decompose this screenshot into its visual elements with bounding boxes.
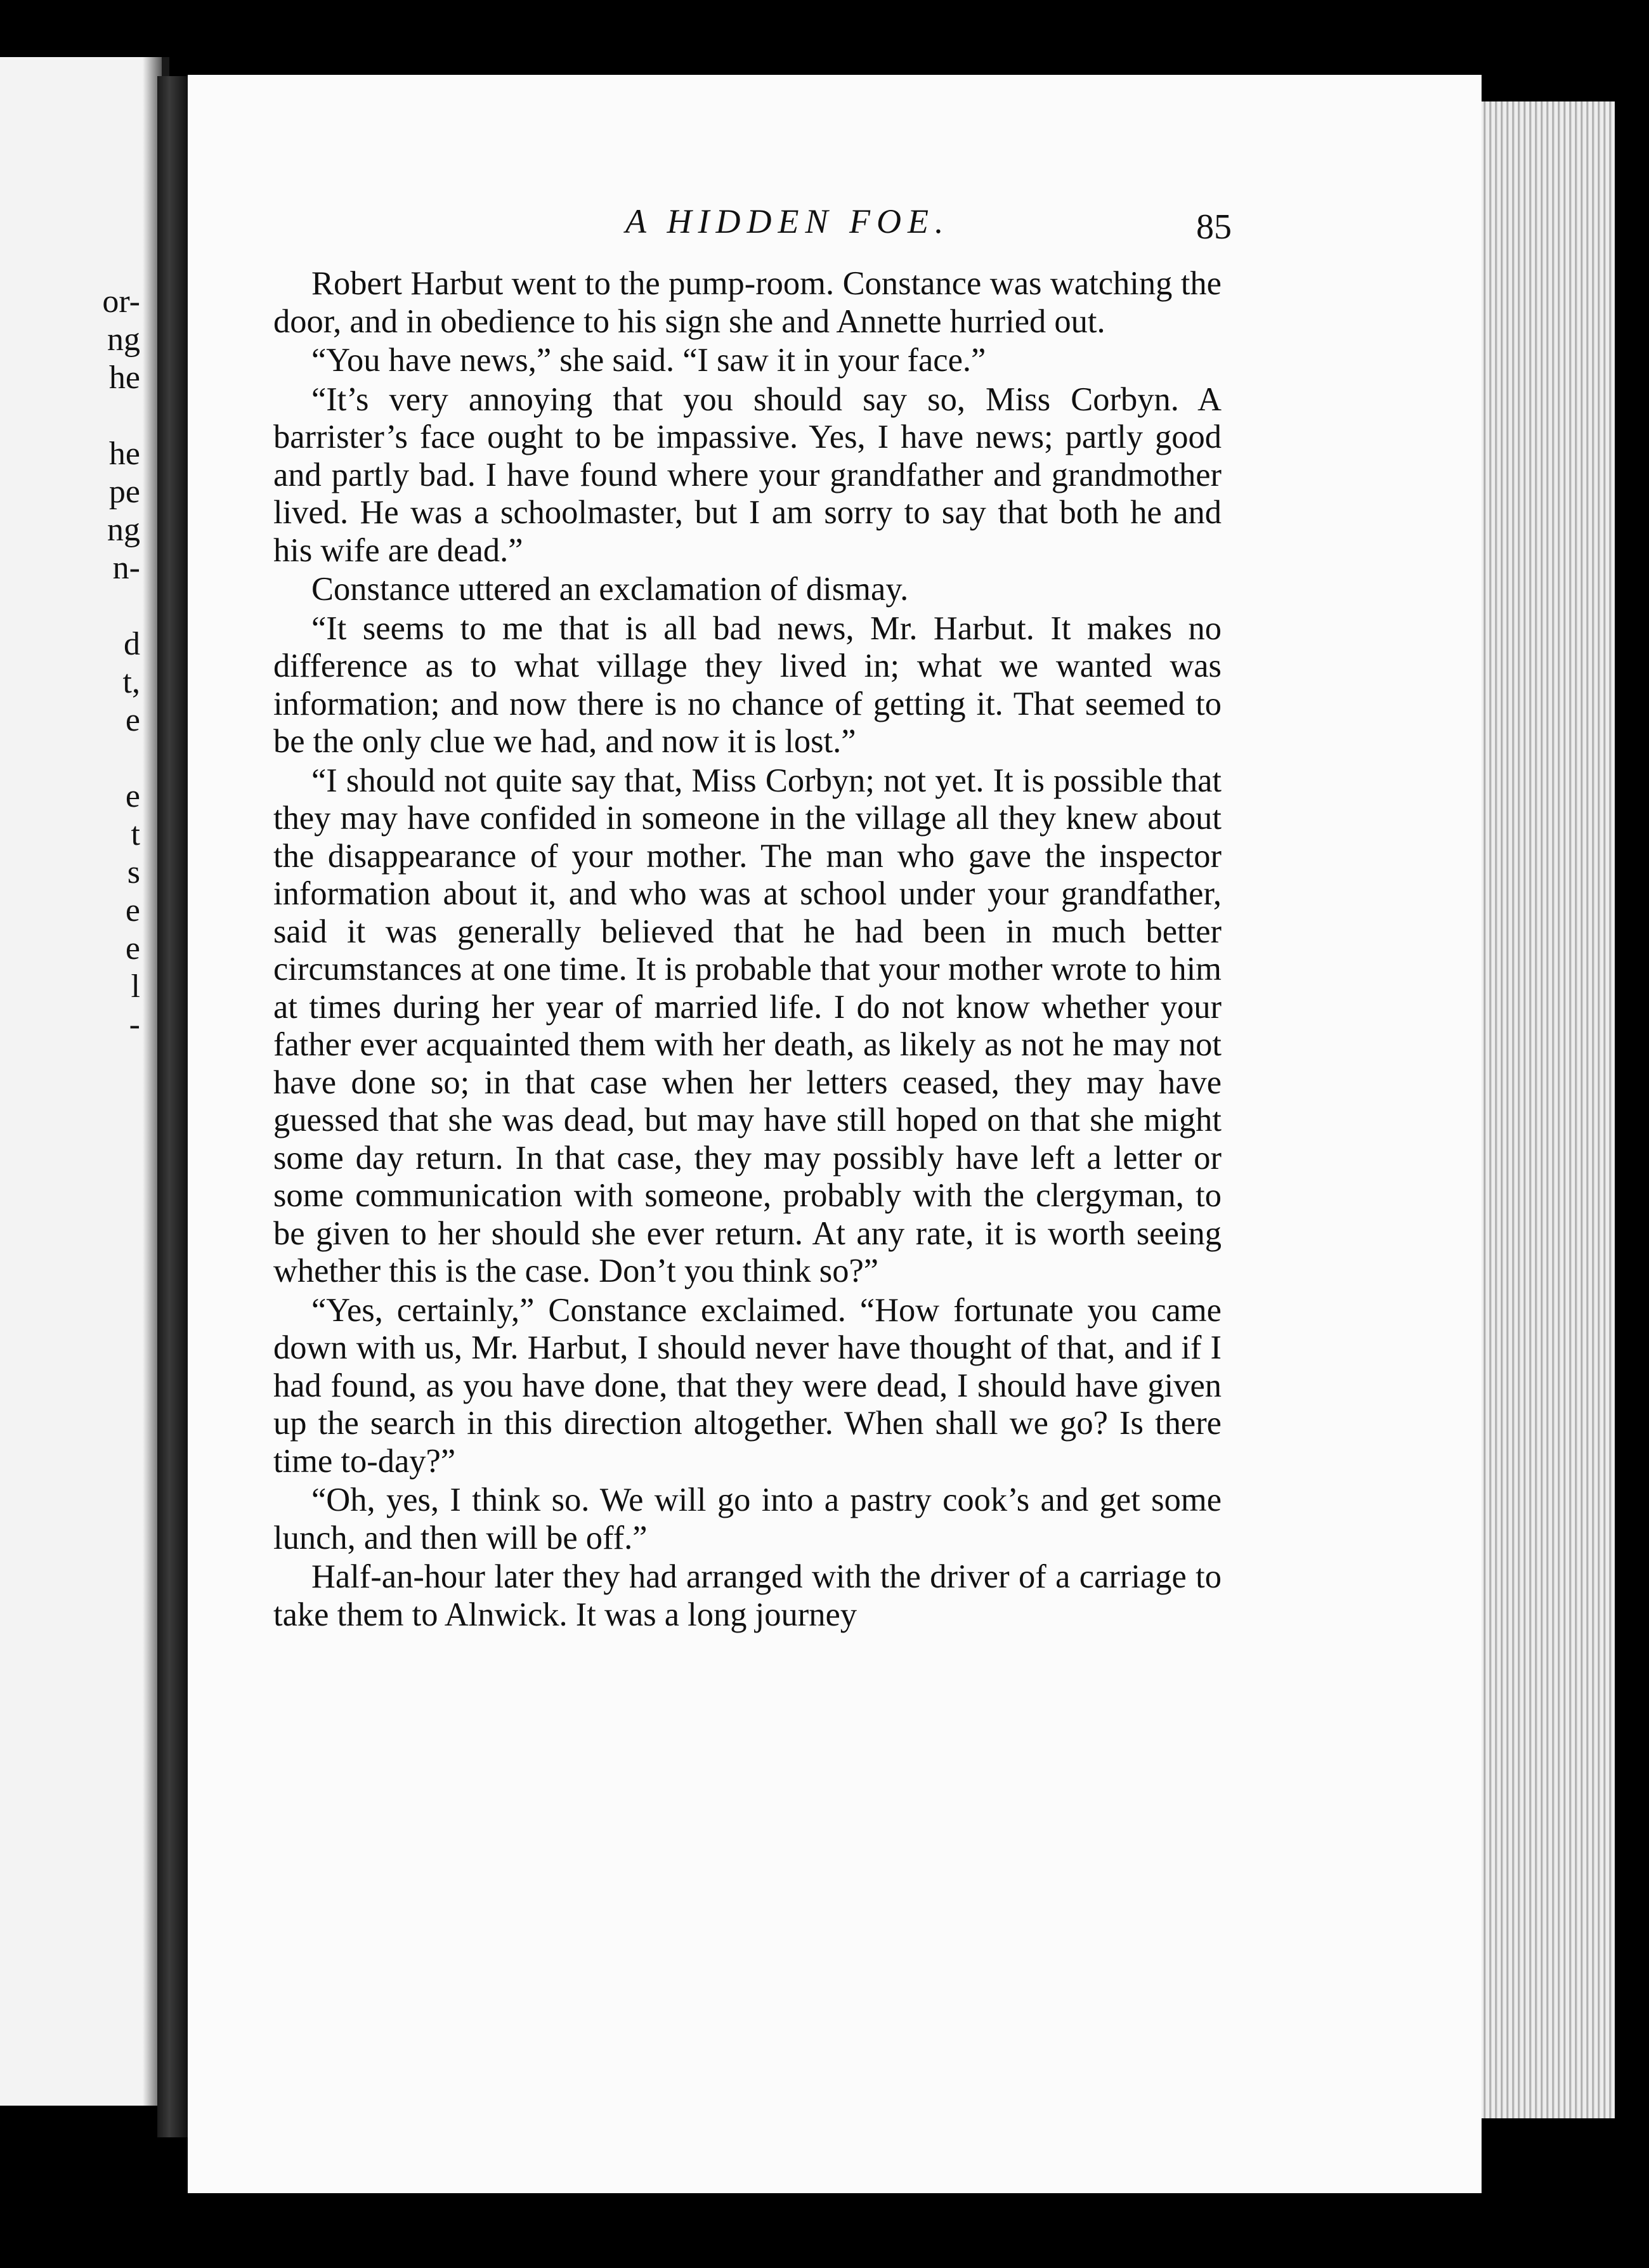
left-page-fragment: ng	[107, 322, 140, 358]
left-page-fragment: l	[131, 968, 140, 1005]
left-page-fragment: e	[125, 778, 140, 814]
body-text	[273, 265, 1222, 1634]
left-page-fragment: n-	[112, 550, 140, 586]
left-page-fragment: t,	[122, 664, 140, 700]
book-spine	[157, 76, 188, 2137]
left-page-fragment: e	[125, 892, 140, 929]
paragraph: Robert Harbut went to the pump-room. Constance was watching the door, and in obedience to his sign she and Annette hurried out.	[273, 265, 1222, 340]
left-page-fragment: pe	[108, 474, 140, 510]
left-page-fragment: t	[131, 816, 140, 852]
paragraph: “I should not quite say that, Miss Corbyn; not yet. It is possible that they may have confided in someone in the village all they knew about the disappearance of your mother. The man who gave the inspector information about it, and who was at school under your grandfather, said it was generally believed that he had been in much better circumstances at one time. It is probable that your mother wrote to him at times during her year of married life. I do not know whether your father ever acquainted them with her death, as likely as not he may not have done so; in that case when her letters ceased, they may have guessed that she was dead, but may have still hoped on that she might some day return. In that case, they may possibly have left a letter or some communication with someone, probably with the clergyman, to be given to her should she ever return. At any rate, it is worth seeing whether this is the case. Don’t you think so?”	[273, 762, 1222, 1289]
paragraph: Constance uttered an exclamation of dismay.	[311, 571, 909, 608]
left-page-fragment: he	[108, 436, 140, 472]
paragraph: “You have news,” she said. “I saw it in your face.”	[311, 342, 986, 379]
left-page-fragment: e	[125, 930, 140, 967]
page-edges	[1465, 101, 1615, 2118]
left-page-fragment: s	[127, 854, 140, 890]
page-header	[188, 195, 1482, 246]
page-number: 85	[1196, 207, 1232, 247]
left-page-fragment: -	[129, 1007, 140, 1043]
left-page-fragment: ng	[107, 512, 140, 548]
paragraph: Half-an-hour later they had arranged with the driver of a carriage to take them to Alnwick. It was a long journey	[273, 1558, 1222, 1633]
running-title: A HIDDEN FOE.	[625, 202, 950, 240]
paragraph: “Yes, certainly,” Constance exclaimed. “How fortunate you came down with us, Mr. Harbut, I should never have thought of that, and if I had found, as you have done, that they were dead, I should have given up the search in this direction altogether. When shall we go? Is there time to-day?”	[273, 1291, 1222, 1480]
paragraph: “It’s very annoying that you should say so, Miss Corbyn. A barrister’s face ought to be impassive. Yes, I have news; partly good and partly bad. I have found where your grandfather and grandmother lived. He was a schoolmaster, but I am sorry to say that both he and his wife are dead.”	[273, 381, 1222, 569]
left-page-fragment: e	[125, 702, 140, 738]
left-page-fragment: he	[108, 360, 140, 396]
right-page	[188, 75, 1482, 2193]
left-page-fragment: d	[124, 626, 140, 662]
paragraph: “It seems to me that is all bad news, Mr. Harbut. It makes no difference as to what village they lived in; what we wanted was information; and now there is no chance of getting it. That seemed to be the only clue we had, and now it is lost.”	[273, 609, 1222, 760]
paragraph: “Oh, yes, I think so. We will go into a pastry cook’s and get some lunch, and then will be off.”	[273, 1482, 1222, 1556]
left-page	[0, 57, 169, 2106]
left-page-fragment: or-	[102, 284, 140, 320]
